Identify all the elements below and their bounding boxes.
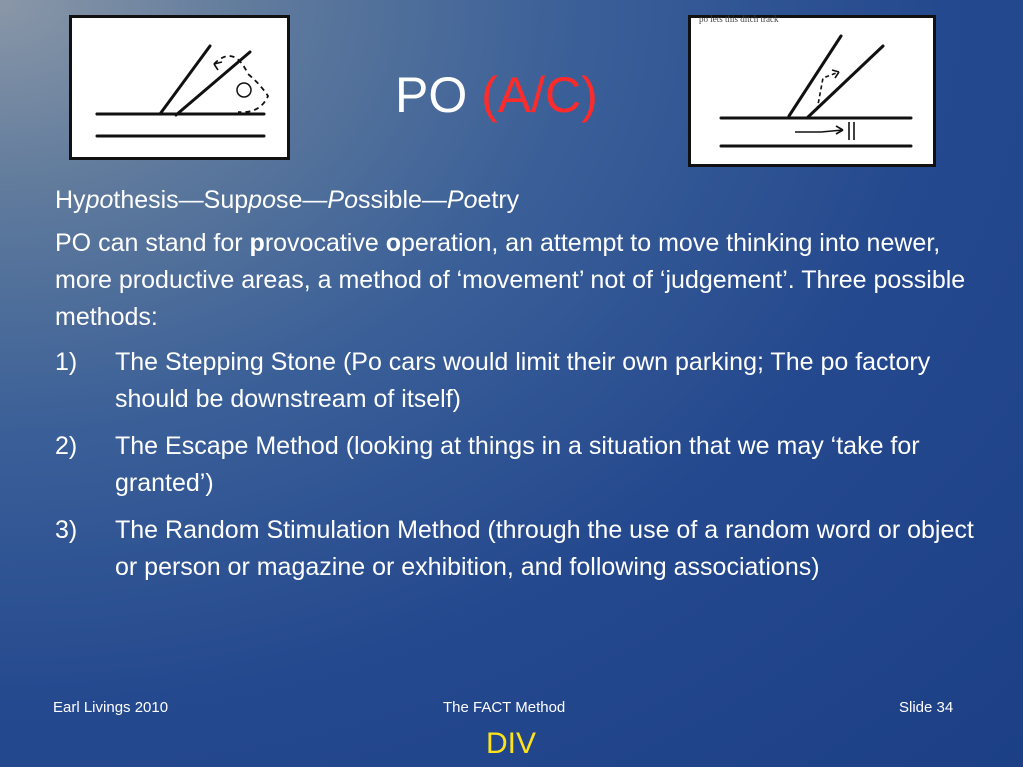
sketch-caption: po lets this ditch track xyxy=(699,14,779,24)
footer-author: Earl Livings 2010 xyxy=(53,699,169,716)
methods-list xyxy=(55,344,985,586)
hypothesis-segment: etry xyxy=(477,186,520,214)
footer-slide-number: Slide 34 xyxy=(899,699,954,716)
paragraph-segment: peration, an attempt to move thinking into newer, more productive areas, a method of ‘movement’ not of ‘judgement’. Three possible methods: xyxy=(55,229,966,331)
hypothesis-segment: Po xyxy=(327,186,358,214)
hypothesis-segment: se— xyxy=(275,186,328,214)
method-number: 2) xyxy=(55,432,78,460)
hypothesis-segment: Po xyxy=(446,186,478,214)
hypothesis-segment: po xyxy=(85,186,114,214)
hypothesis-line xyxy=(55,182,985,219)
footer-presentation-title: The FACT Method xyxy=(443,699,566,716)
method-text: The Escape Method (looking at things in a situation that we may ‘take for granted’) xyxy=(115,432,920,497)
paragraph-segment: PO can stand for xyxy=(55,229,250,257)
method-item xyxy=(55,344,985,418)
method-text: The Stepping Stone (Po cars would limit their own parking; The po factory should be downstream of itself) xyxy=(115,348,931,413)
return-path-drawing xyxy=(691,18,933,164)
branching-path-drawing xyxy=(72,18,287,157)
title-main: PO xyxy=(395,67,468,123)
hypothesis-segment: po xyxy=(248,186,276,214)
method-number: 3) xyxy=(55,516,78,544)
div-label: DIV xyxy=(486,727,537,760)
paragraph-segment: rovocative xyxy=(264,229,386,257)
thinking-track-sketch-left xyxy=(69,15,290,160)
method-text: The Random Stimulation Method (through the use of a random word or object or person or magazine or exhibition, and following associations) xyxy=(115,516,974,581)
po-description-paragraph xyxy=(55,225,985,336)
title-accent: (A/C) xyxy=(481,67,598,123)
slide-body xyxy=(55,182,985,596)
hypothesis-segment: ssible— xyxy=(357,186,447,214)
method-item xyxy=(55,512,985,586)
slide-title xyxy=(395,67,598,123)
hypothesis-segment: Hy xyxy=(55,186,86,214)
method-item xyxy=(55,428,985,502)
hypothesis-segment: thesis—Sup xyxy=(113,186,249,214)
thinking-track-sketch-right xyxy=(688,15,936,167)
paragraph-segment: o xyxy=(385,229,401,257)
paragraph-segment: p xyxy=(249,229,265,257)
method-number: 1) xyxy=(55,348,78,376)
